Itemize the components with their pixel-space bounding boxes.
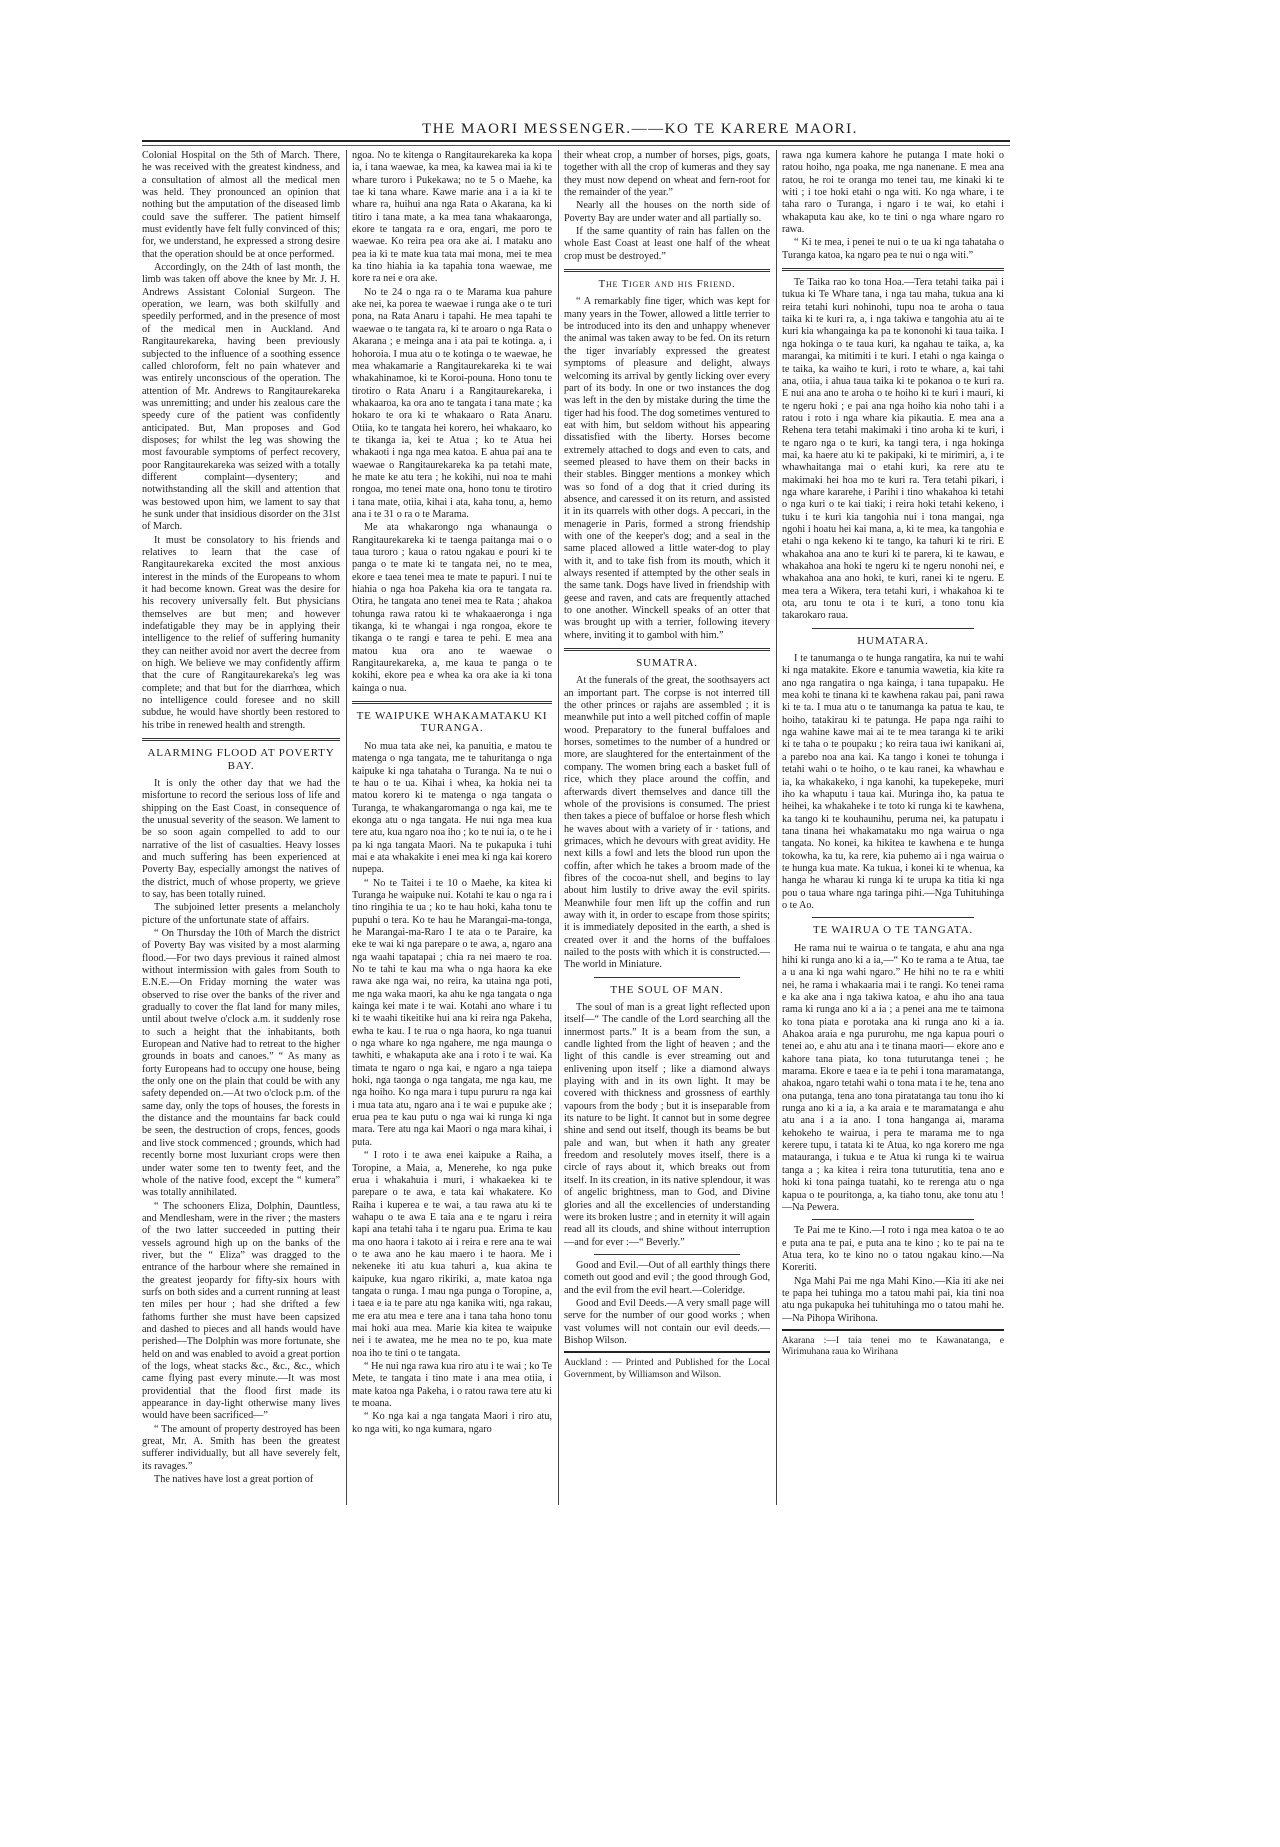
section-heading: SUMATRA. <box>636 657 698 670</box>
section-heading: HUMATARA. <box>857 634 929 647</box>
paragraph: He rama nui te wairua o te tangata, e ahu ana nga hihi ki runga ano ki a ia,—“ Ko te rama a te Atua, tae a u ana ki nga wahi ngaro.” He hihi no te ra e whiti nei, he rama i whakaaria mai i te rangi. Ko tenei rama e ka ake ana i nga takiwa katoa, e ahu iho ana taua rama ki runga ano ki a ia ; a penei ana me te taimona ko tona piata e porotaka ana ki runga ano ki a ia. Ahakoa araia e nga pururohu, me nga kapua pouri o tenei ao, e ahu atu ana i te tinana maori— ekore ano e kahore tana piata, ko tona tuturutanga tenei ; he marama. Ekore e taea e ia te pehi i tona maramatanga, ahakoa, ngaro tetahi wahi o tona mata i te he, tena ano ona putanga, tena ano tona piratatanga tau tonu iho ki runga ano ki a ia, a ka araia e te maramatanga e ahu atu ana i a ia ano. I tona hanganga ai, marama kehokeho te wairua, i pera te marama me to nga kerere tupu, i tatata ki te Atua, ko nga korero me nga matauranga, i tukua e te Atua ki runga ki te wairua tanga a ; ka kitea i reira tona tuturutitia, tena ano e hoki ki tona painga tuatahi, ko te rerenga atu o nga kapua o te pouritonga, a, ka tiaho tonu, ake tonu atu !—Na Pewera. <box>782 942 1004 1213</box>
paragraph: The natives have lost a great portion of <box>154 1474 314 1486</box>
column-divider <box>558 150 559 1505</box>
paragraph: Me ata whakarongo nga whanaunga o Rangitaurekareka ki te taenga paitanga mai o o taua turoro ; kaua o ratou ngakau e pouri ki te panga o te mate ki te tangata nei, no te mea, ekore e taea tenei mea te mate te papuri. I nui te hiahia o nga hoa Pakeha kia ora te tangata ra. Otira, he tangata ano tenei mea te Rata ; ahakoa tohunga rawa ratou ki te whakaaeronga i nga tikanga, ki te whangai i nga rongoa, ekore te tikanga o te rangi e tarea te pehi. E mea ana matou kua ora ano te waewae o Rangitaurekareka, a, me kaua te panga o te kokihi, ekore pea e whea ka ora ake ia ki tona kainga o nua. <box>352 522 552 694</box>
paragraph: Good and Evil Deeds.—A very small page will serve for the number of our good works ; when vast volumes will not contain our evil deeds.—Bishop Wilson. <box>564 1297 770 1346</box>
section-heading: ALARMING FLOOD AT POVERTY BAY. <box>147 747 335 772</box>
column-3 <box>564 150 770 1505</box>
section-separator <box>352 701 552 704</box>
paragraph: rawa nga kumera kahore he putanga I mate hoki o ratou hoiho, nga poaka, me nga nanenane. E mea ana ratou, he roi te oranga mo tenei tau, me kinaki ki te witi ; i toe hoki etahi o nga witi. Ko nga whare, i te taha raro o Turanga, i ngaro i te wai, ko etahi i whakaputa kau ake, ko te tini o nga whare ngaro ro rawa. <box>782 150 1004 236</box>
column-4 <box>782 150 1004 1505</box>
paragraph: ngoa. No te kitenga o Rangitaurekareka ka kopa ia, i tana waewae, ka mea, ka kawea mai ia ki te whare turoro i Pukekawa; no te 5 o Maehe, ka tae ki tana whare. Kawe marie ana i a ia ki te whare ra, huihui ana nga Rata o Akarana, ka ki titiro i tana mate, a ka mea tana whakaaronga, ekore te tangata ra e ora, engari, me poro te waewae. Ko reira pea ora ake ai. I mataku ano pea ia ki te mate kua tata mai mona, mei te mea ka tino hiahia ia ka tapahia tona waewae, me kore ra nei e ora ake. <box>352 150 552 285</box>
section-heading: TE WAIPUKE WHAKAMATAKU KI TURANGA. <box>356 710 548 735</box>
paragraph: Accordingly, on the 24th of last month, the limb was taken off above the knee by Mr. J. H. Andrews Assistant Colonial Surgeon. The operation, we learn, was both skilfully and speedily performed, and in the presence of most of the medical men in Auckland. And Rangitaurekareka, having been previously subjected to the influence of a soothing essence called chloroform, felt no pain whatever and was entirely unconscious of the operation. The attention of Mr. Andrews to Rangitaurekareka was unremitting; and under his zealous care the speedy cure of the patient was confidently anticipated. But, Man proposes and God disposes; for whilst the leg was showing the most favourable symptoms of perfect recovery, poor Rangitaurekareka was seized with a totally different complaint—dysentery; and notwithstanding all the skill and attention that was bestowed upon him, we lament to say that he sunk under that insidious disorder on the 31st of March. <box>142 262 340 533</box>
section-separator <box>812 1219 974 1220</box>
paragraph: The soul of man is a great light reflected upon itself—“ The candle of the Lord searching all the innermost parts.” It is a beam from the sun, a candle lighted from the light of heaven ; and the light of this candle is ever streaming out and enlivening upon itself ; like a diamond always playing with and in its own light. It may be covered with thickness and grossness of earthly vapours from the body ; but it is inseparable from its nature to be light. It cannot but in some degree shine and send out itself, though its beams be but pale and wan, but when it hath any greater freedom and resolutely moves itself, there is a circle of rays about it, which breaks out from itself. In its creation, in its native splendour, it was of angelic brightness, man to God, and Divine glories and all the excellencies of understanding were its broken lustre ; and in eternity it will again read all its clouds, and shine without interruption—and for ever :—“ Beverly.” <box>564 1002 770 1248</box>
section-separator <box>564 269 770 272</box>
paragraph: If the same quantity of rain has fallen on the whole East Coast at least one half of the wheat crop must be destroyed.” <box>564 226 770 262</box>
paragraph: “ A remarkably fine tiger, which was kept for many years in the Tower, allowed a little terrier to be introduced into its den and unhappy whenever the animal was taken away to be fed. On its return the tiger invariably expressed the greatest symptoms of pleasure and delight, always welcoming its arrival by gently licking over every part of its body. In one or two instances the dog was left in the den by mistake during the time the tiger had his food. The dog sometimes ventured to eat with him, but seldom without his appearing dissatisfied with the liberty. Horses become extremely attached to dogs and even to cats, and seemed pleased to have them on their backs in their stables. Bingger mentions a monkey which was so fond of a dog that it cried during its absence, and caressed it on its return, and assisted it in its quarrels with other dogs. A peccari, in the menagerie in Paris, formed a strong friendship with one of the keeper's dog; and a seal in the same placed allowed a little water-dog to play with it, and to take fish from its mouth, which it always resented if attempted by the other seals in the same tank. Dogs have lived in friendship with geese and raven, and cats are frequently attached to one another. Winckell speaks of an otter that was brought up with a terrier, following itevery where, inviting it to gambol with him.” <box>564 296 770 641</box>
paragraph: At the funerals of the great, the soothsayers act an important part. The corpse is not interred till the other princes or rajahs are assembled ; it is meanwhile put into a well pitched coffin of maple wood. Preparatory to the funeral buffaloes and horses, sometimes to the number of a hundred or more, are slaughtered for the entertainment of the company. The women bring each a basket full of rice, which they place around the coffin, and afterwards divert themselves and dance till the whole of the provisions is consumed. The priest then takes a piece of buffaloe or horse flesh which he waves about with a variety of ir ‧ tations, and grimaces, which he devours with great avidity. He next kills a fowl and lets the blood run upon the coffin, after which he takes a broom made of the fibres of the cocoa-nut shell, and begins to lay about him lustily to drive away the evil spirits. Meanwhile four men lift up the coffin and run away with it, in order to escape from those spirits; it is immediately deposited in the earth, a shed is created over it and the horns of the buffaloes nailed to the posts with which it is constructed.—The world in Miniature. <box>564 675 770 971</box>
paragraph: “ I roto i te awa enei kaipuke a Raiha, a Toropine, a Maia, a, Menerehe, ko nga puke erua i whakahuia i muri, i whakaekea ki te parepare o te awa, e tata kai whakatere. Ko Raiha i kuperea e te wai, a tau rawa atu ki te wahapu o te awa E taia ana e te ngaru i reira kapi ana tetahi taha i te ngaru pua. Erima te kau ma ono haora i takoto ai i reira e rere ana te wai o te awa ano he kau maero i te haora. Me i nekeneke iti atu kua tahuri a, kua akina te kaipuke, kua ngaro rikiriki, a, mate katoa nga tangata o runga. I mau nga punga o Toropine, a, i taea e ia te pare atu nga kanika witi, nga rakau, me era atu mea e tere ana i tana taha hono tonu mai hoki aua mea. Marie kia kitea te waipuke nei i te awatea, me he mea no te po, kua mate noa iho te tini o te tangata. <box>352 1150 552 1359</box>
section-separator <box>594 977 740 978</box>
column-divider <box>346 150 347 1505</box>
paragraph: I te tanumanga o te hunga rangatira, ka nui te wahi ki nga matakite. Ekore e tanumia wawetia, kia kite ra ano nga rangatira o nga kainga, i tana tupapaku. He mea kohi te tinana ki te kawhena rakau pai, pani rawa ki te ta. I mua atu o te tanumanga ka patua te kau, te hoiho, tatakirau ki te patunga. He papa nga raihi to nga wahine kawe mai ai te te mea taranga ki te ariki ki te taha o te poupaku ; ko reira taua iwi kanikani ai, a parebo noa ana kai. Ka tango i konei te tohunga i tetahi wahi o te hoiho, o te kau ranei, ka whawhau e ia, ka whakakeko, i nga kanohi, ka tupekepeke, muri iho ka whaputu i taua kai. Muringa iho, ka patua te heihei, ka whakaheke i te toto ki runga ki te kawhena, ka tango ki te kouhaunihu, peruma nei, ka patupatu i tana tinana hei whakamataku mo nga wairua o nga tangata. No konei, ka hikitea te kawhena e te hunga tokowha, ka tu, ka rere, kia puhemo ai i nga wairua o te hunga kua mate. Ka tukua, i konei ki te whenua, ka hanga he wharau ki runga ki te urupa ka titia ki nga pou o taua whare nga taringa pihi.—Nga Tuhituhinga o te Ao. <box>782 653 1004 911</box>
section-heading: THE SOUL OF MAN. <box>610 983 724 996</box>
paragraph: Te Taika rao ko tona Hoa.—Tera tetahi taika pai i tukua ki Te Whare tana, i nga tau maha, tukua ana ki reira tetahi kuri nohinohi, tupu noa te aroha o taua taika ki te kuri ra, a, i nga takiwa e tangohia atu ai te kuri kia whangainga ka pa te kononohi ki taua taika. I nga hokinga o te taua kuri, ka ngahau te taika, a, ka marangai, ka mitimiti i te kuri. I etahi o nga kainga o te taika, ka waiho te kuri, i roto te whare, a, kai tahi ana, otiia, i ahua taua taika ki te pokanoa o te kuri ra. E nui ana ano te aroha o te hoiho ki te kuri i mauri, ki te ngeru hoki ; e pai ana nga hoiho kia noho tahi i a ratou i roto i nga whare kia pikautia. E mea ana a Rehena tera tetahi makimaki i tino aroha ki te kuri, i te ngaro nga o te kuri, ka tangi tera, i nga hokinga mai, ka haere atu ki te pakipaki, ki te mirimiri, a, i te whawhaitanga mai o etahi kuri, ka rere atu te makimaki hei hoa mo te kuri ra. Tera tetahi pikari, i nga whare kararehe, i Parihi i tino whakahoa ki tetahi o nga kuri o te kai tiaki; i reira hoki tetahi kekeno, i tuku i te kuri kia tangohia nui i tona mangai, nga ngohi i hoatu hei kai mana, a, ki te mea, ka tangohia e etahi o nga kekeno ki te tango, ka tahuri ki te riri. E whakahoa ana ano te kuri ki te parera, ki te kawau, e whakahoa ana hoki te ngeru ki te ngeru nonohi nei, e whakahoa ana ano hoki, te kuri, ranei ki te ngeru. E mea tera a Wikera, tera tetahi kuri, i whakahoa ki te ota, aru tonu te ota i te kuri, a tono tonu kia takarokaro raua. <box>782 277 1004 622</box>
paragraph: “ Ko nga kai a nga tangata Maori i riro atu, ko nga witi, ko nga kumara, ngaro <box>352 1411 552 1435</box>
header-rule <box>142 140 1010 142</box>
paragraph: “ Ki te mea, i penei te nui o te ua ki nga tahataha o Turanga katoa, ka ngaro pea te nui o nga witi.” <box>782 237 1004 261</box>
section-heading: TE WAIRUA O TE TANGATA. <box>813 924 973 937</box>
paragraph: “ No te Taitei i te 10 o Maehe, ka kitea ki Turanga he waipuke nui. Kotahi te kau o nga ra i tino ringihia te ua ; ko te hau hoki, kaha tonu te pupuhi o tera. Ko te hau he Marangai-ma-tonga, he Marangai-ma-Raro I te ata o te Paraire, ka eke te wai ki nga parepare o te awa, a, ngaro ana nga waahi tapatapai ; chia ra nei maero te roa. No te tahi te kau ma wha o nga haora ka eke rawa ake nga wai, no reira, ka utaina nga poti, me nga waka maori, ka ahu ke nga tangata o nga kainga kei mate i te wai. Kotahi ano whare i tu ki te waahi tikeitike hui ana ki reira nga Pakeha, ewha te kau. I te rua o nga haora, ko nga tuanui o nga whare ko nga ngahere, me nga maunga o tawhiti, e whakaputa ake ana i roto i te wai. Ka timata te ngaro o nga kai, e ngaro a nga taiepa hoki, nga taonga o nga tangata, me nga kau, me nga hoiho. Ko nga mara i tupu pururu ra nga kai i mua tata atu, ngaro ana i te wai e pupuke ake ; erua pea te kau putu o nga wai ki runga ki nga mara. Tere atu nga kai Maori o nga mara kihai, i puta. <box>352 877 552 1148</box>
column-2 <box>352 150 552 1505</box>
paragraph: The subjoined letter presents a melancholy picture of the unfortunate state of affairs. <box>142 902 340 926</box>
column-divider <box>776 150 777 1505</box>
section-separator <box>782 268 1004 271</box>
paragraph: “ The schooners Eliza, Dolphin, Dauntless, and Mendlesham, were in the river ; the masters of the two latter succeeded in putting their vessels aground high up on the banks of the river, but the “ Eliza” was dragged to the entrance of the harbour where she remained in the greatest jeopardy for fifty-six hours with surfs on both sides and a current running at least ten miles per hour ; had she drifted a few fathoms further she must have been capsized and dashed to pieces and all hands would have perished—The Dolphin was more fortunate, she held on and was enabled to avoid a great portion of the logs, wheat stacks &c., &c., &c., which came flying past every minute.—It was most providential that the flood first made its appearance in day-light otherwise many lives would have been sacrificed—” <box>142 1200 340 1422</box>
paragraph: No te 24 o nga ra o te Marama kua pahure ake nei, ka porea te waewae i runga ake o te turi pona, na Rata Anaru i tapahi. He mea tapahi te waewae o te tangata ra, ki te aroaro o nga Rata o Akarana ; e meinga ana i ata pai te kotinga. a, i hohoroia. I mua atu o te kotinga o te waewae, he mea whakamarie a Rangitaurekareka ki te wai whakahinamoe, ki te Koroi-pouna. Hono tonu te tirotiro o Rata Anaru i a Rangitaurekareka, i whakaaroa, ka ora ano te tangata i tana mate ; ka hokaro te ora ki te whakaaro o Rata Anaru. Otiia, ko te tangata hei korero, hei whakaaro, ko te tikanga ia, kei te Atua ; ko te Atua hei whakaoti i nga nga mea katoa. E ahua pai ana te waewae o Rangitaurekareka ka pa tetahi mate, he mate ke atu tera ; he kokihi, nui noa te mahi rongoa, mo tenei mate ona, hono tonu te tirotiro i tana mate, otiia, kihai i ata, kaha tonu, a, hemo ana i te 31 o ra o te Marama. <box>352 286 552 520</box>
paragraph: Colonial Hospital on the 5th of March. There, he was received with the greatest kindness, and a consultation of almost all the medical men was held. They pronounced an opinion that nothing but the amputation of the diseased limb could save the sufferer. The patient himself must evidently have felt fully convinced of this; for, we understand, he expressed a strong desire that the operation should be at once performed. <box>142 150 340 260</box>
paragraph: Nearly all the houses on the north side of Poverty Bay are under water and all partially so. <box>564 200 770 224</box>
running-title: THE MAORI MESSENGER.——KO TE KARERE MAORI. <box>422 121 858 137</box>
paragraph: “ On Thursday the 10th of March the district of Poverty Bay was visited by a most alarming flood.—For two days previous it rained almost without intermission with gales from South to E.N.E.—On Friday morning the water was observed to rise over the banks of the river and gradually to cover the flat land for many miles, until about twelve o'clock a.m. it suddenly rose to such a height that the inhabitants, both European and Native had to retreat to the higher grounds in boats and canoes.” “ As many as forty Europeans had to occupy one house, being the only one on the plain that could be with any safety depended on.—At two o'clock p.m. of the same day, only the tops of houses, the forests in the distance and the mountains far back could be seen, the destruction of crops, fences, goods and live stock commenced ; grounds, which had recently borne most luxuriant crops were then under water some ten to twenty feet, and the whole of the native food, except the “ kumera” was totally annihilated. <box>142 927 340 1199</box>
section-separator <box>564 648 770 651</box>
section-separator <box>812 917 974 918</box>
column-1 <box>142 150 340 1505</box>
paragraph: Good and Evil.—Out of all earthly things there cometh out good and evil ; the good through God, and the evil from the evil heart.—Coleridge. <box>564 1259 770 1296</box>
paragraph: “ He nui nga rawa kua riro atu i te wai ; ko Te Mete, te tangata i tino mate i ana mea otiia, i mate katoa nga Pakeha, i o ratou rawa tere atu ki te moana. <box>352 1361 552 1410</box>
paragraph: Te Pai me te Kino.—I roto i nga mea katoa o te ao e puta ana te pai, e puta ana te kino ; ko te pai na te Atua tera, ko te kino no o tatou ngakau kino.—Na Koreriti. <box>782 1225 1004 1274</box>
imprint: Auckland : — Printed and Published for the Local Government, by Williamson and Wilson. <box>564 1351 770 1380</box>
paragraph: “ The amount of property destroyed has been great, Mr. A. Smith has been the greatest sufferer individually, but all have severely felt, its ravages.” <box>142 1423 340 1472</box>
paragraph: their wheat crop, a number of horses, pigs, goats, together with all the crop of kumeras and they say they must now depend on wheat and fern-root for the remainder of the year.” <box>564 150 770 199</box>
paragraph: It is only the other day that we had the misfortune to record the serious loss of life and shipping on the East Coast, in consequence of the unusual severity of the season. We lament to be so soon again compelled to add to our narrative of the list of casualties. Heavy losses and much suffering has been experienced at Poverty Bay, especially amongst the natives of the district, much of whose property, we grieve to say, has been totally ruined. <box>142 777 340 900</box>
section-separator <box>142 738 340 741</box>
section-separator <box>812 628 974 629</box>
paragraph: Nga Mahi Pai me nga Mahi Kino.—Kia iti ake nei te papa hei tuhinga mo a tatou mahi pai, kia tini noa atu nga pukapuka hei tuhituhinga mo o tatou mahi he.—Na Pihopa Wirihona. <box>782 1275 1004 1324</box>
paragraph: It must be consolatory to his friends and relatives to learn that the case of Rangitaurekareka excited the most anxious interest in the minds of the Europeans to whom it had become known. Great was the desire for his recovery universally felt. But physicians themselves are but men; and however indefatigable they may be in applying their intelligence to the relief of suffering humanity they can neither avoid nor avert the decree from on high. We believe we may confidently affirm that the cure of Rangitaurekareka's leg was complete; and that but for the diarrhœa, which no intelligence could foresee and no skill subdue, he would have shortly been restored to his tribe in renewed health and strength. <box>142 534 340 731</box>
paragraph: No mua tata ake nei, ka panuitia, e matou te matenga o nga tangata, me te tahuritanga o nga kaipuke ki nga tahataha o Turanga. Na te nui o te hau o te ua. Kihai i whea, ka hokia nei ta matou korero ki te matenga o nga tangata o Turanga, te whakangaromanga o nga kai, me te ekonga atu o nga tangata. He nui nga mea kua tere atu, kua ngaro noa iho ; ko te nui ia, o te he i pa ki nga tangata Maori. Na te pukapuka i tuhi mai e ata whakakite i enei mea ki nga kai korero nupepa. <box>352 740 552 876</box>
section-heading: The Tiger and his Friend. <box>598 278 736 291</box>
header-rule-thin <box>142 145 1010 146</box>
section-separator <box>594 1254 740 1255</box>
imprint: Akarana :—I taia tenei mo te Kawanatanga, e Wirimuhana raua ko Wirihana <box>782 1329 1004 1358</box>
